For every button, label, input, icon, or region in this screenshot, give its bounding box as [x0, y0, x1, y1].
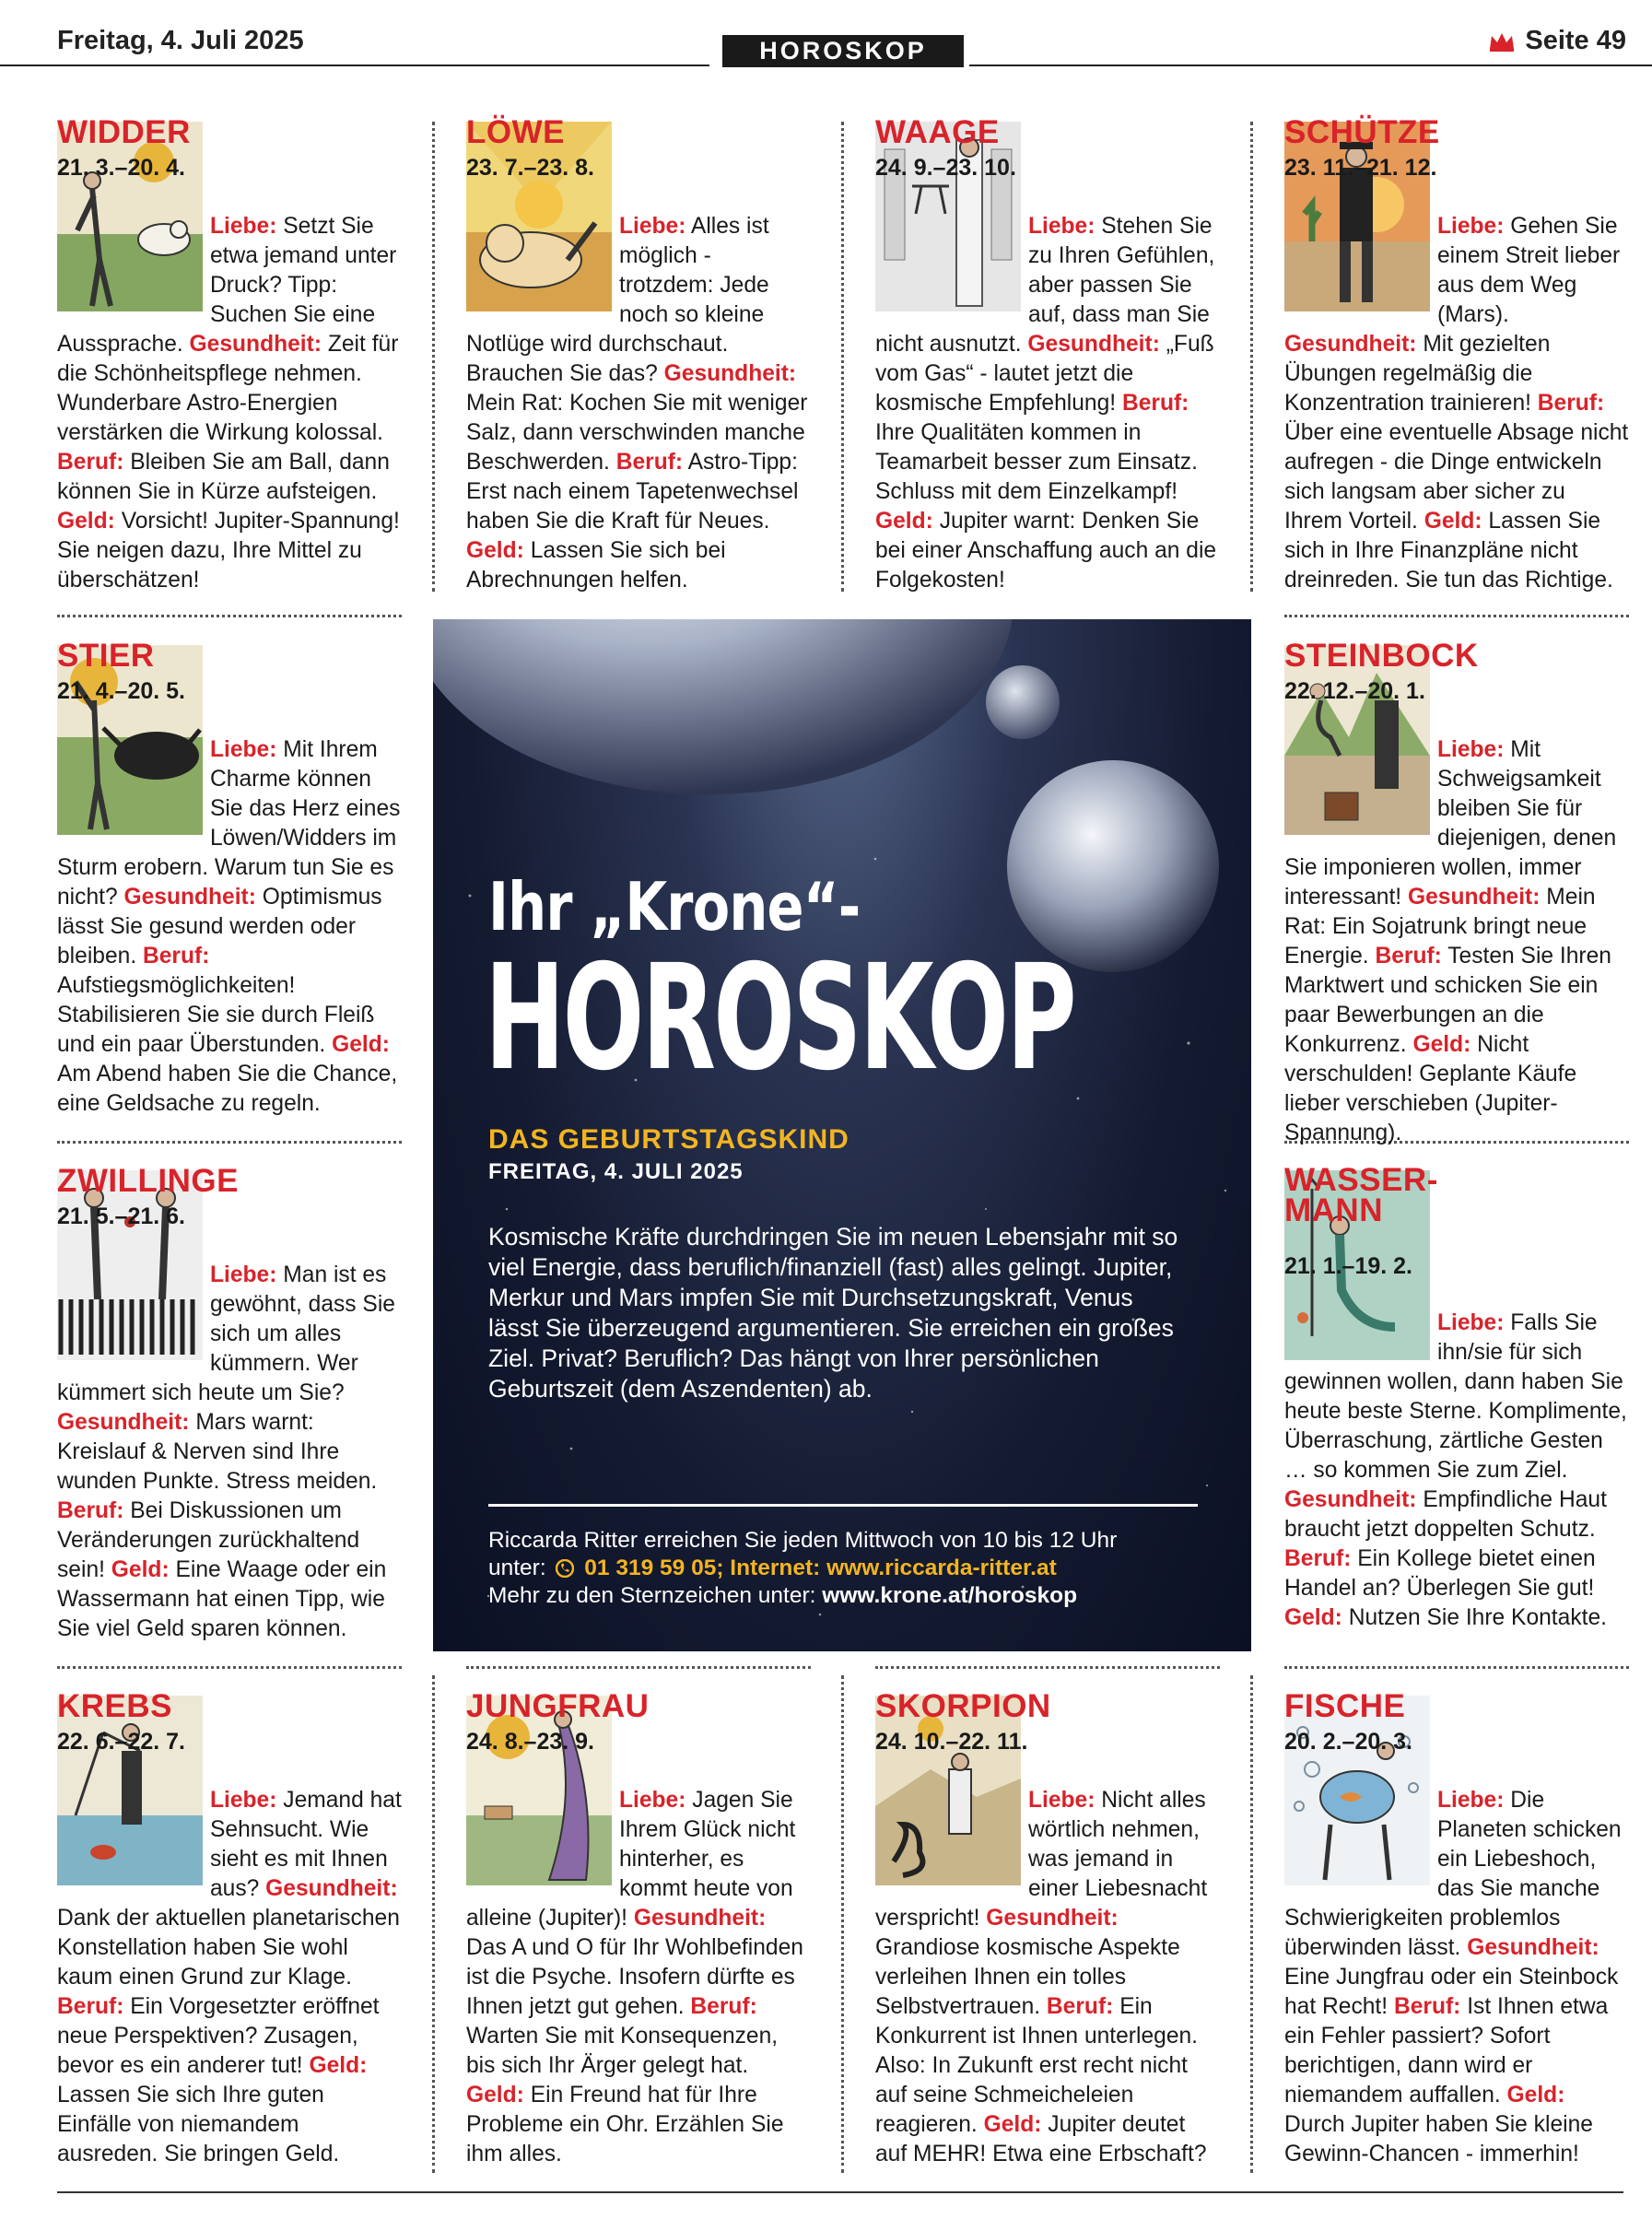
- keyword-health: Gesundheit:: [123, 885, 256, 910]
- krebs-text: [57, 1688, 402, 2169]
- jungfrau-love-text: Jagen Sie Ihrem Glück nicht hinterher, es kommt heute von alleine (Jupiter)!: [466, 1788, 796, 1931]
- widder-heading: [57, 114, 402, 212]
- widder-dates: 21. 3.–20. 4.: [57, 155, 186, 181]
- keyword-money: Geld:: [466, 538, 524, 563]
- keyword-health: Gesundheit:: [986, 1906, 1119, 1931]
- jungfrau-text: [466, 1688, 811, 2169]
- steinbock-name: STEINBOCK: [1284, 638, 1479, 674]
- steinbock-heading: [1284, 638, 1629, 735]
- keyword-job: Beruf:: [1046, 1994, 1114, 2019]
- row-divider: [57, 615, 402, 617]
- schuetze-dates: 23. 11.–21. 12.: [1284, 155, 1437, 181]
- skorpion-health-text: Grandiose kosmische Aspekte verleihen Ihnen ein tolles Selbstvertrauen.: [875, 1935, 1180, 2019]
- jungfrau-job-text: Warten Sie mit Konsequenzen, bis sich Ihr Ärger gelegt hat.: [466, 2024, 779, 2078]
- row-divider: [466, 1666, 811, 1669]
- skorpion-heading: [875, 1688, 1220, 1786]
- waage-dates: 24. 9.–23. 10.: [875, 155, 1016, 181]
- zwillinge-text: [57, 1163, 402, 1644]
- keyword-love: Liebe:: [210, 214, 277, 239]
- krebs-name: KREBS: [57, 1688, 173, 1724]
- krebs-love-text: Jemand hat Sehnsucht. Wie sieht es mit Ihnen aus?: [210, 1788, 402, 1901]
- crown-icon: [1488, 30, 1516, 53]
- row-divider: [1284, 615, 1629, 617]
- fische-name: FISCHE: [1284, 1688, 1406, 1724]
- column-divider: [841, 1675, 844, 2173]
- promo-title: HOROSKOP: [485, 933, 1075, 1103]
- row-divider: [57, 1666, 402, 1669]
- column-divider: [1250, 1675, 1253, 2173]
- widder-job-text: Bleiben Sie am Ball, dann können Sie in Kürze aufsteigen.: [57, 450, 390, 504]
- keyword-money: Geld:: [875, 509, 933, 534]
- schuetze-health-text: Mit gezielten Übungen regelmäßig die Konzentration trainieren!: [1284, 332, 1551, 416]
- keyword-job: Beruf:: [615, 450, 684, 475]
- keyword-money: Geld:: [309, 2053, 368, 2078]
- stier-dates: 21. 4.–20. 5.: [57, 678, 186, 704]
- krebs-money-text: Lassen Sie sich Ihre guten Einfälle von niemandem ausreden. Sie bringen Geld.: [57, 2083, 340, 2166]
- stier-love-text: Mit Ihrem Charme können Sie das Herz eines Löwen/Widders im Sturm erobern. Warum tun Sie es nicht?: [57, 737, 401, 910]
- steinbock-job-text: Testen Sie Ihren Marktwert und schicken Sie ein paar Bewerbungen an die Konkurrenz.: [1284, 944, 1611, 1057]
- waage-job-text: Ihre Qualitäten kommen in Teamarbeit besser zum Einsatz. Schluss mit dem Einzelkampf!: [875, 420, 1198, 504]
- keyword-money: Geld:: [983, 2112, 1042, 2137]
- wassermann-job-text: Ein Kollege bietet einen Handel an? Überlegen Sie gut!: [1284, 1546, 1596, 1601]
- keyword-money: Geld:: [466, 2083, 524, 2107]
- jungfrau-heading: [466, 1688, 811, 1786]
- krebs-health-text: Dank der aktuellen planetarischen Konstellation haben Sie wohl kaum einen Grund zur Klage.: [57, 1906, 400, 1990]
- column-divider: [1250, 122, 1253, 592]
- stier-money-text: Am Abend haben Sie die Chance, eine Geldsache zu regeln.: [57, 1062, 398, 1116]
- keyword-job: Beruf:: [57, 1498, 124, 1523]
- keyword-job: Beruf:: [142, 944, 210, 969]
- widder-health-text: Zeit für die Schönheitspflege nehmen. Wunderbare Astro-Energien verstärken die Wirkung kolossal.: [57, 332, 399, 445]
- keyword-money: Geld:: [1506, 2083, 1565, 2107]
- keyword-love: Liebe:: [210, 737, 277, 762]
- jungfrau-dates: 24. 8.–23. 9.: [466, 1729, 595, 1755]
- zwillinge-health-text: Mars warnt: Kreislauf & Nerven sind Ihre wunden Punkte. Stress meiden.: [57, 1410, 378, 1494]
- keyword-health: Gesundheit:: [189, 332, 322, 357]
- footer-rule: [57, 2191, 1623, 2193]
- keyword-health: Gesundheit:: [1407, 885, 1541, 910]
- schuetze-job-text: Über eine eventuelle Absage nicht aufregen - die Dinge entwickeln sich langsam aber sicher zu Ihrem Vorteil.: [1284, 420, 1629, 534]
- keyword-job: Beruf:: [57, 1994, 124, 2019]
- stier-name: STIER: [57, 638, 155, 674]
- loewe-text: [466, 114, 811, 595]
- column-divider: [841, 122, 844, 592]
- skorpion-job-text: Ein Konkurrent ist Ihnen unterlegen. Also: In Zukunft erst recht nicht auf seine Schmeicheleien reagieren.: [875, 1994, 1199, 2137]
- keyword-money: Geld:: [1412, 1032, 1471, 1057]
- waage-health-text: „Fuß vom Gas“ - lautet jetzt die kosmische Empfehlung!: [875, 332, 1214, 416]
- skorpion-text: [875, 1688, 1220, 2169]
- contact-phone[interactable]: 01 319 59 05; Internet: www.riccarda-ritter.at: [584, 1556, 1057, 1580]
- schuetze-name: SCHÜTZE: [1284, 114, 1440, 150]
- krebs-heading: [57, 1688, 402, 1786]
- keyword-love: Liebe:: [210, 1788, 277, 1813]
- large-planet: [433, 619, 1013, 794]
- steinbock-love-text: Mit Schweigsamkeit bleiben Sie für diejenigen, denen Sie imponieren wollen, immer interessant!: [1284, 737, 1617, 910]
- keyword-love: Liebe:: [1437, 1788, 1505, 1813]
- keyword-health: Gesundheit:: [1027, 332, 1160, 357]
- loewe-money-text: Lassen Sie sich bei Abrechnungen helfen.: [466, 538, 726, 593]
- phone-icon: [556, 1559, 574, 1578]
- loewe-love-text: Alles ist möglich - trotzdem: Jede noch so kleine Notlüge wird durchschaut. Brauchen Sie das?: [466, 214, 769, 386]
- stier-job-text: Aufstiegsmöglichkeiten! Stabilisieren Sie sie durch Fleiß und ein paar Überstunden.: [57, 973, 375, 1057]
- wassermann-heading: [1284, 1162, 1629, 1309]
- issue-date: Freitag, 4. Juli 2025: [57, 26, 304, 55]
- keyword-health: Gesundheit:: [633, 1906, 767, 1931]
- stier-health-text: Optimismus lässt Sie gesund werden oder bleiben.: [57, 885, 382, 969]
- keyword-job: Beruf:: [57, 450, 124, 475]
- keyword-job: Beruf:: [1284, 1546, 1352, 1571]
- column-divider: [432, 1675, 435, 2173]
- keyword-job: Beruf:: [690, 1994, 757, 2019]
- keyword-health: Gesundheit:: [1284, 1487, 1417, 1512]
- steinbock-money-text: Nicht verschulden! Geplante Käufe lieber verschieben (Jupiter-Spannung).: [1284, 1032, 1577, 1145]
- keyword-job: Beruf:: [1121, 391, 1189, 416]
- stier-heading: [57, 638, 402, 735]
- promo-subtitle: Ihr „Krone“-: [488, 868, 861, 945]
- widder-money-text: Vorsicht! Jupiter-Spannung! Sie neigen dazu, Ihre Mittel zu überschätzen!: [57, 509, 400, 593]
- keyword-job: Beruf:: [1375, 944, 1442, 969]
- keyword-love: Liebe:: [1028, 214, 1095, 239]
- fische-job-text: Ist Ihnen etwa ein Fehler passiert? Sofort berichtigen, dann wird er niemandem auffallen.: [1284, 1994, 1609, 2107]
- fische-health-text: Eine Jungfrau oder ein Steinbock hat Recht!: [1284, 1965, 1619, 2019]
- birthday-heading: DAS GEBURTSTAGSKIND: [488, 1124, 849, 1155]
- keyword-health: Gesundheit:: [1284, 332, 1417, 357]
- waage-text: [875, 114, 1220, 595]
- waage-money-text: Jupiter warnt: Denken Sie bei einer Anschaffung auch an die Folgekosten!: [875, 509, 1217, 593]
- keyword-love: Liebe:: [1437, 737, 1505, 762]
- zwillinge-dates: 21. 5.–21. 6.: [57, 1203, 186, 1229]
- loewe-job-text: Astro-Tipp: Erst nach einem Tapetenwechsel haben Sie die Kraft für Neues.: [466, 450, 799, 534]
- jungfrau-money-text: Ein Freund hat für Ihre Probleme ein Ohr. Erzählen Sie ihm alles.: [466, 2083, 784, 2166]
- keyword-money: Geld:: [1284, 1605, 1342, 1630]
- horoscope-link[interactable]: www.krone.at/horoskop: [822, 1583, 1078, 1608]
- waage-heading: [875, 114, 1220, 212]
- zwillinge-job-text: Bei Diskussionen um Veränderungen zurückhaltend sein!: [57, 1498, 360, 1582]
- header-rule-left: [0, 65, 709, 66]
- keyword-health: Gesundheit:: [1467, 1935, 1599, 1960]
- widder-text: [57, 114, 402, 595]
- wassermann-name: WASSER-MANN: [1284, 1162, 1438, 1228]
- contact-info: [488, 1527, 1225, 1610]
- wassermann-love-text: Falls Sie ihn/sie für sich gewinnen wollen, dann haben Sie heute beste Sterne. Komplimente, Überraschung, zärtliche Gesten … so kommen Sie zum Ziel.: [1284, 1310, 1627, 1483]
- loewe-name: LÖWE: [466, 114, 565, 150]
- keyword-money: Geld:: [332, 1032, 390, 1057]
- skorpion-money-text: Jupiter deutet auf MEHR! Etwa eine Erbschaft?: [875, 2112, 1207, 2166]
- keyword-love: Liebe:: [1028, 1788, 1095, 1813]
- contact-more-label: Mehr zu den Sternzeichen unter:: [488, 1583, 816, 1608]
- skorpion-love-text: Nicht alles wörtlich nehmen, was jemand in einer Liebesnacht verspricht!: [875, 1788, 1208, 1931]
- fische-text: [1284, 1688, 1629, 2169]
- fische-love-text: Die Planeten schicken ein Liebeshoch, das Sie manche Schwierigkeiten problemlos überwinden lässt.: [1284, 1788, 1622, 1960]
- zwillinge-name: ZWILLINGE: [57, 1163, 239, 1199]
- promo-rule: [488, 1504, 1198, 1507]
- contact-line: Riccarda Ritter erreichen Sie jeden Mittwoch von 10 bis 12 Uhr: [488, 1528, 1118, 1553]
- loewe-health-text: Mein Rat: Kochen Sie mit weniger Salz, dann verschwinden manche Beschwerden.: [466, 391, 808, 475]
- fische-money-text: Durch Jupiter haben Sie kleine Gewinn-Chancen - immerhin!: [1284, 2112, 1593, 2166]
- row-divider: [1284, 1666, 1629, 1669]
- schuetze-text: [1284, 114, 1629, 595]
- keyword-money: Geld:: [1424, 509, 1482, 534]
- zwillinge-money-text: Eine Waage oder ein Wassermann hat einen Tipp, wie Sie viel Geld sparen können.: [57, 1557, 387, 1641]
- loewe-heading: [466, 114, 811, 212]
- keyword-love: Liebe:: [1437, 1310, 1505, 1335]
- steinbock-health-text: Mein Rat: Ein Sojatrunk bringt neue Energie.: [1284, 885, 1596, 969]
- loewe-dates: 23. 7.–23. 8.: [466, 155, 595, 181]
- header-rule-right: [969, 65, 1652, 66]
- contact-phone-line: [488, 1555, 1225, 1582]
- birthday-text: Kosmische Kräfte durchdringen Sie im neuen Lebensjahr mit so viel Energie, dass beruflich/finanziell (fast) alles gelingt. Jupiter, Merkur und Mars impfen Sie mit Durchsetzungskraft, Venus lässt Sie überzeugend argumentieren. Sie erreichen ein großes Ziel. Privat? Beruflich? Das hängt von Ihrer persönlichen Geburtszeit (dem Aszendenten) ab.: [488, 1223, 1178, 1403]
- page-number: Seite 49: [1525, 26, 1626, 55]
- row-divider: [57, 1141, 402, 1144]
- zwillinge-love-text: Man ist es gewöhnt, dass Sie sich um alles kümmern. Wer kümmert sich heute um Sie?: [57, 1262, 395, 1405]
- zwillinge-heading: [57, 1163, 402, 1261]
- widder-love-text: Setzt Sie etwa jemand unter Druck? Tipp: Suchen Sie eine Aussprache.: [57, 214, 397, 357]
- krebs-job-text: Ein Vorgesetzter eröffnet neue Perspektiven? Zusagen, bevor es ein anderer tut!: [57, 1994, 380, 2078]
- keyword-job: Beruf:: [1393, 1994, 1461, 2019]
- steinbock-text: [1284, 638, 1629, 1148]
- keyword-health: Gesundheit:: [663, 361, 797, 386]
- waage-love-text: Stehen Sie zu Ihren Gefühlen, aber passen Sie auf, dass man Sie nicht ausnutzt.: [875, 214, 1215, 357]
- keyword-love: Liebe:: [619, 1788, 686, 1813]
- keyword-job: Beruf:: [1537, 391, 1605, 416]
- row-divider: [875, 1666, 1220, 1669]
- fische-dates: 20. 2.–20. 3.: [1284, 1729, 1413, 1755]
- small-moon: [986, 665, 1060, 739]
- keyword-health: Gesundheit:: [265, 1876, 398, 1901]
- skorpion-dates: 24. 10.–22. 11.: [875, 1729, 1028, 1755]
- fische-heading: [1284, 1688, 1629, 1786]
- schuetze-love-text: Gehen Sie einem Streit lieber aus dem Weg (Mars).: [1437, 214, 1621, 327]
- krebs-dates: 22. 6.–22. 7.: [57, 1729, 186, 1755]
- keyword-money: Geld:: [57, 509, 115, 534]
- wassermann-text: [1284, 1162, 1629, 1633]
- birthday-date: FREITAG, 4. JULI 2025: [488, 1159, 744, 1184]
- keyword-money: Geld:: [111, 1557, 170, 1582]
- jungfrau-name: JUNGFRAU: [466, 1688, 650, 1724]
- page-number-group: [1488, 26, 1626, 56]
- widder-name: WIDDER: [57, 114, 191, 150]
- stier-text: [57, 638, 402, 1119]
- skorpion-name: SKORPION: [875, 1688, 1051, 1724]
- wassermann-money-text: Nutzen Sie Ihre Kontakte.: [1348, 1605, 1607, 1630]
- keyword-love: Liebe:: [619, 214, 686, 239]
- wassermann-health-text: Empfindliche Haut braucht jetzt doppelten Schutz.: [1284, 1487, 1607, 1542]
- waage-name: WAAGE: [875, 114, 1000, 150]
- section-title: HOROSKOP: [722, 35, 964, 67]
- keyword-health: Gesundheit:: [57, 1410, 190, 1435]
- jungfrau-health-text: Das A und O für Ihr Wohlbefinden ist die Psyche. Insofern dürfte es Ihnen jetzt gut gehen.: [466, 1935, 803, 2019]
- keyword-love: Liebe:: [1437, 214, 1505, 239]
- birthday-promo-box: [433, 619, 1251, 1651]
- steinbock-dates: 22. 12.–20. 1.: [1284, 678, 1425, 704]
- contact-unter-label: unter:: [488, 1556, 546, 1580]
- contact-more-line: [488, 1582, 1225, 1610]
- schuetze-heading: [1284, 114, 1629, 212]
- column-divider: [432, 122, 435, 592]
- schuetze-money-text: Lassen Sie sich in Ihre Finanzpläne nicht dreinreden. Sie tun das Richtige.: [1284, 509, 1613, 593]
- keyword-love: Liebe:: [210, 1262, 277, 1287]
- wassermann-dates: 21. 1.–19. 2.: [1284, 1253, 1413, 1279]
